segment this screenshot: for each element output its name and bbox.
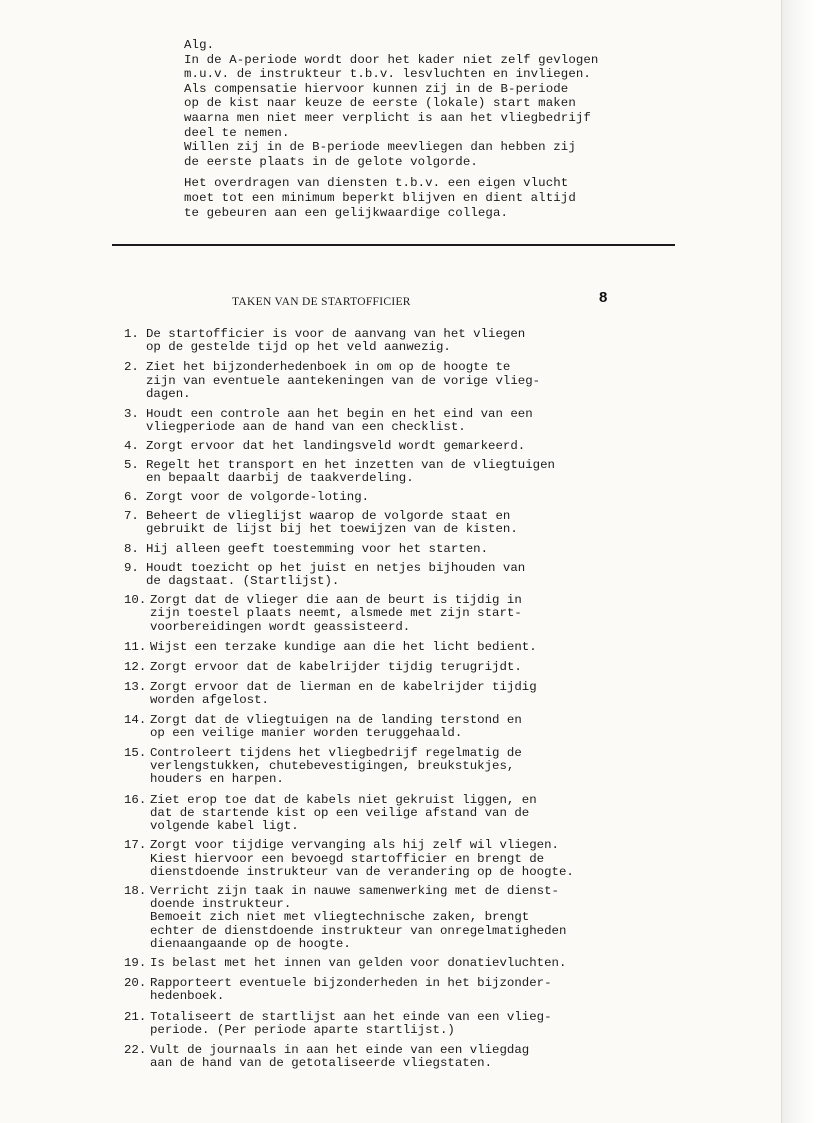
task-number: 19. <box>124 955 147 970</box>
task-number: 3. <box>124 407 139 422</box>
task-text: Totaliseert de startlijst aan het einde van een vlieg- periode. (Per periode aparte startlijst.) <box>150 1009 552 1037</box>
task-text: Controleert tijdens het vliegbedrijf regelmatig de verlengstukken, chutebevestigingen, breukstukjes, houders en harpen. <box>150 746 522 787</box>
task-text: Beheert de vlieglijst waarop de volgorde staat en gebruikt de lijst bij het toewijzen van de kisten. <box>146 509 518 537</box>
section-divider <box>112 244 675 246</box>
task-number: 13. <box>124 680 147 695</box>
task-item <box>124 957 594 970</box>
task-item <box>124 641 594 654</box>
task-number: 17. <box>124 838 147 853</box>
task-item <box>124 661 594 674</box>
task-text: Zorgt voor tijdige vervanging als hij zelf wil vliegen. Kiest hiervoor een bevoegd startofficier en brengt de dienstdoende instrukteur van de verandering op de hoogte. <box>150 838 574 879</box>
task-item <box>124 1011 594 1037</box>
task-text: Ziet het bijzonderhedenboek in om op de hoogte te zijn van eventuele aantekeningen van de vorige vlieg- dagen. <box>146 360 541 401</box>
task-text: Zorgt dat de vliegtuigen na de landing terstond en op een veilige manier worden teruggehaald. <box>150 712 522 740</box>
task-number: 14. <box>124 712 147 727</box>
task-item <box>124 440 594 453</box>
task-item <box>124 714 594 740</box>
intro-paragraph-1: In de A-periode wordt door het kader niet zelf gevlogen m.u.v. de instrukteur t.b.v. lesvluchten en invliegen. Als compensatie hiervoor kunnen zij in de B-periode op de kist naar keuze de eerste (lokale) start maken waarna men niet meer verplicht is aan het vliegbedrijf deel te nemen. Willen zij in de B-periode meevliegen dan hebben zij de eerste plaats in de gelote volgorde. <box>184 52 599 169</box>
task-list <box>124 322 594 1070</box>
page-edge <box>781 0 816 1123</box>
task-number: 7. <box>124 509 139 524</box>
task-text: Zorgt ervoor dat het landingsveld wordt gemarkeerd. <box>146 439 526 454</box>
task-item <box>124 1044 594 1070</box>
task-text: Rapporteert eventuele bijzonderheden in het bijzonder- hedenboek. <box>150 976 552 1004</box>
task-item <box>124 562 594 588</box>
task-number: 18. <box>124 883 147 898</box>
task-item <box>124 510 594 536</box>
task-item <box>124 839 594 879</box>
task-item <box>124 977 594 1003</box>
task-number: 8. <box>124 541 139 556</box>
task-text: Zorgt voor de volgorde-loting. <box>146 490 370 505</box>
task-text: Is belast met het innen van gelden voor donatievluchten. <box>150 955 567 970</box>
task-item <box>124 747 594 787</box>
task-text: Zorgt dat de vlieger die aan de beurt is tijdig in zijn toestel plaats neemt, alsmede met zijn start- voorbereidingen wordt geassisteerd. <box>150 593 522 634</box>
task-item <box>124 794 594 834</box>
task-number: 1. <box>124 327 139 341</box>
intro-block <box>184 38 598 227</box>
task-text: Houdt een controle aan het begin en het eind van een vliegperiode aan de hand van een checklist. <box>146 407 533 435</box>
task-text: Verricht zijn taak in nauwe samenwerking met de dienst- doende instrukteur. Bemoeit zich niet met vliegtechnische zaken, brengt echter de dienstdoende instrukteur van onregelmatigheden dienaangaande op de hoogte. <box>150 883 567 951</box>
task-number: 5. <box>124 457 139 472</box>
task-item <box>124 681 594 707</box>
task-number: 21. <box>124 1009 147 1024</box>
task-number: 4. <box>124 439 139 454</box>
page-number: 8 <box>599 289 608 306</box>
task-number: 2. <box>124 360 139 375</box>
task-item <box>124 885 594 951</box>
task-number: 12. <box>124 660 147 675</box>
task-text: Hij alleen geeft toestemming voor het starten. <box>146 541 489 556</box>
task-number: 9. <box>124 560 139 575</box>
task-text: Houdt toezicht op het juist en netjes bijhouden van de dagstaat. (Startlijst). <box>146 560 526 589</box>
task-text: Vult de journaals in aan het einde van een vliegdag aan de hand van de getotaliseerde vliegstaten. <box>150 1042 530 1071</box>
task-item <box>124 543 594 556</box>
task-item <box>124 491 594 504</box>
task-text: De startofficier is voor de aanvang van het vliegen op de gestelde tijd op het veld aanwezig. <box>146 327 526 355</box>
task-text: Zorgt ervoor dat de kabelrijder tijdig terugrijdt. <box>150 660 522 675</box>
task-text: Ziet erop toe dat de kabels niet gekruist liggen, en dat de startende kist op een veilige afstand van de volgende kabel ligt. <box>150 792 537 834</box>
task-text: Regelt het transport en het inzetten van de vliegtuigen en bepaalt daarbij de taakverdeling. <box>146 457 555 485</box>
task-number: 20. <box>124 976 147 991</box>
task-text: Zorgt ervoor dat de lierman en de kabelrijder tijdig worden afgelost. <box>150 680 537 708</box>
intro-paragraph-2: Het overdragen van diensten t.b.v. een eigen vlucht moet tot een minimum beperkt blijven en dient altijd te gebeuren aan een gelijkwaardige collega. <box>184 176 576 220</box>
task-item <box>124 328 594 354</box>
task-number: 15. <box>124 746 147 761</box>
section-title: TAKEN VAN DE STARTOFFICIER <box>232 296 411 308</box>
task-item <box>124 459 594 485</box>
task-number: 11. <box>124 639 147 654</box>
task-number: 16. <box>124 792 147 807</box>
task-item <box>124 361 594 401</box>
task-number: 22. <box>124 1042 147 1057</box>
intro-heading: Alg. <box>184 38 215 52</box>
task-number: 10. <box>124 593 147 608</box>
task-item <box>124 408 594 434</box>
task-number: 6. <box>124 490 139 505</box>
task-item <box>124 594 594 634</box>
task-text: Wijst een terzake kundige aan die het licht bedient. <box>150 639 537 654</box>
